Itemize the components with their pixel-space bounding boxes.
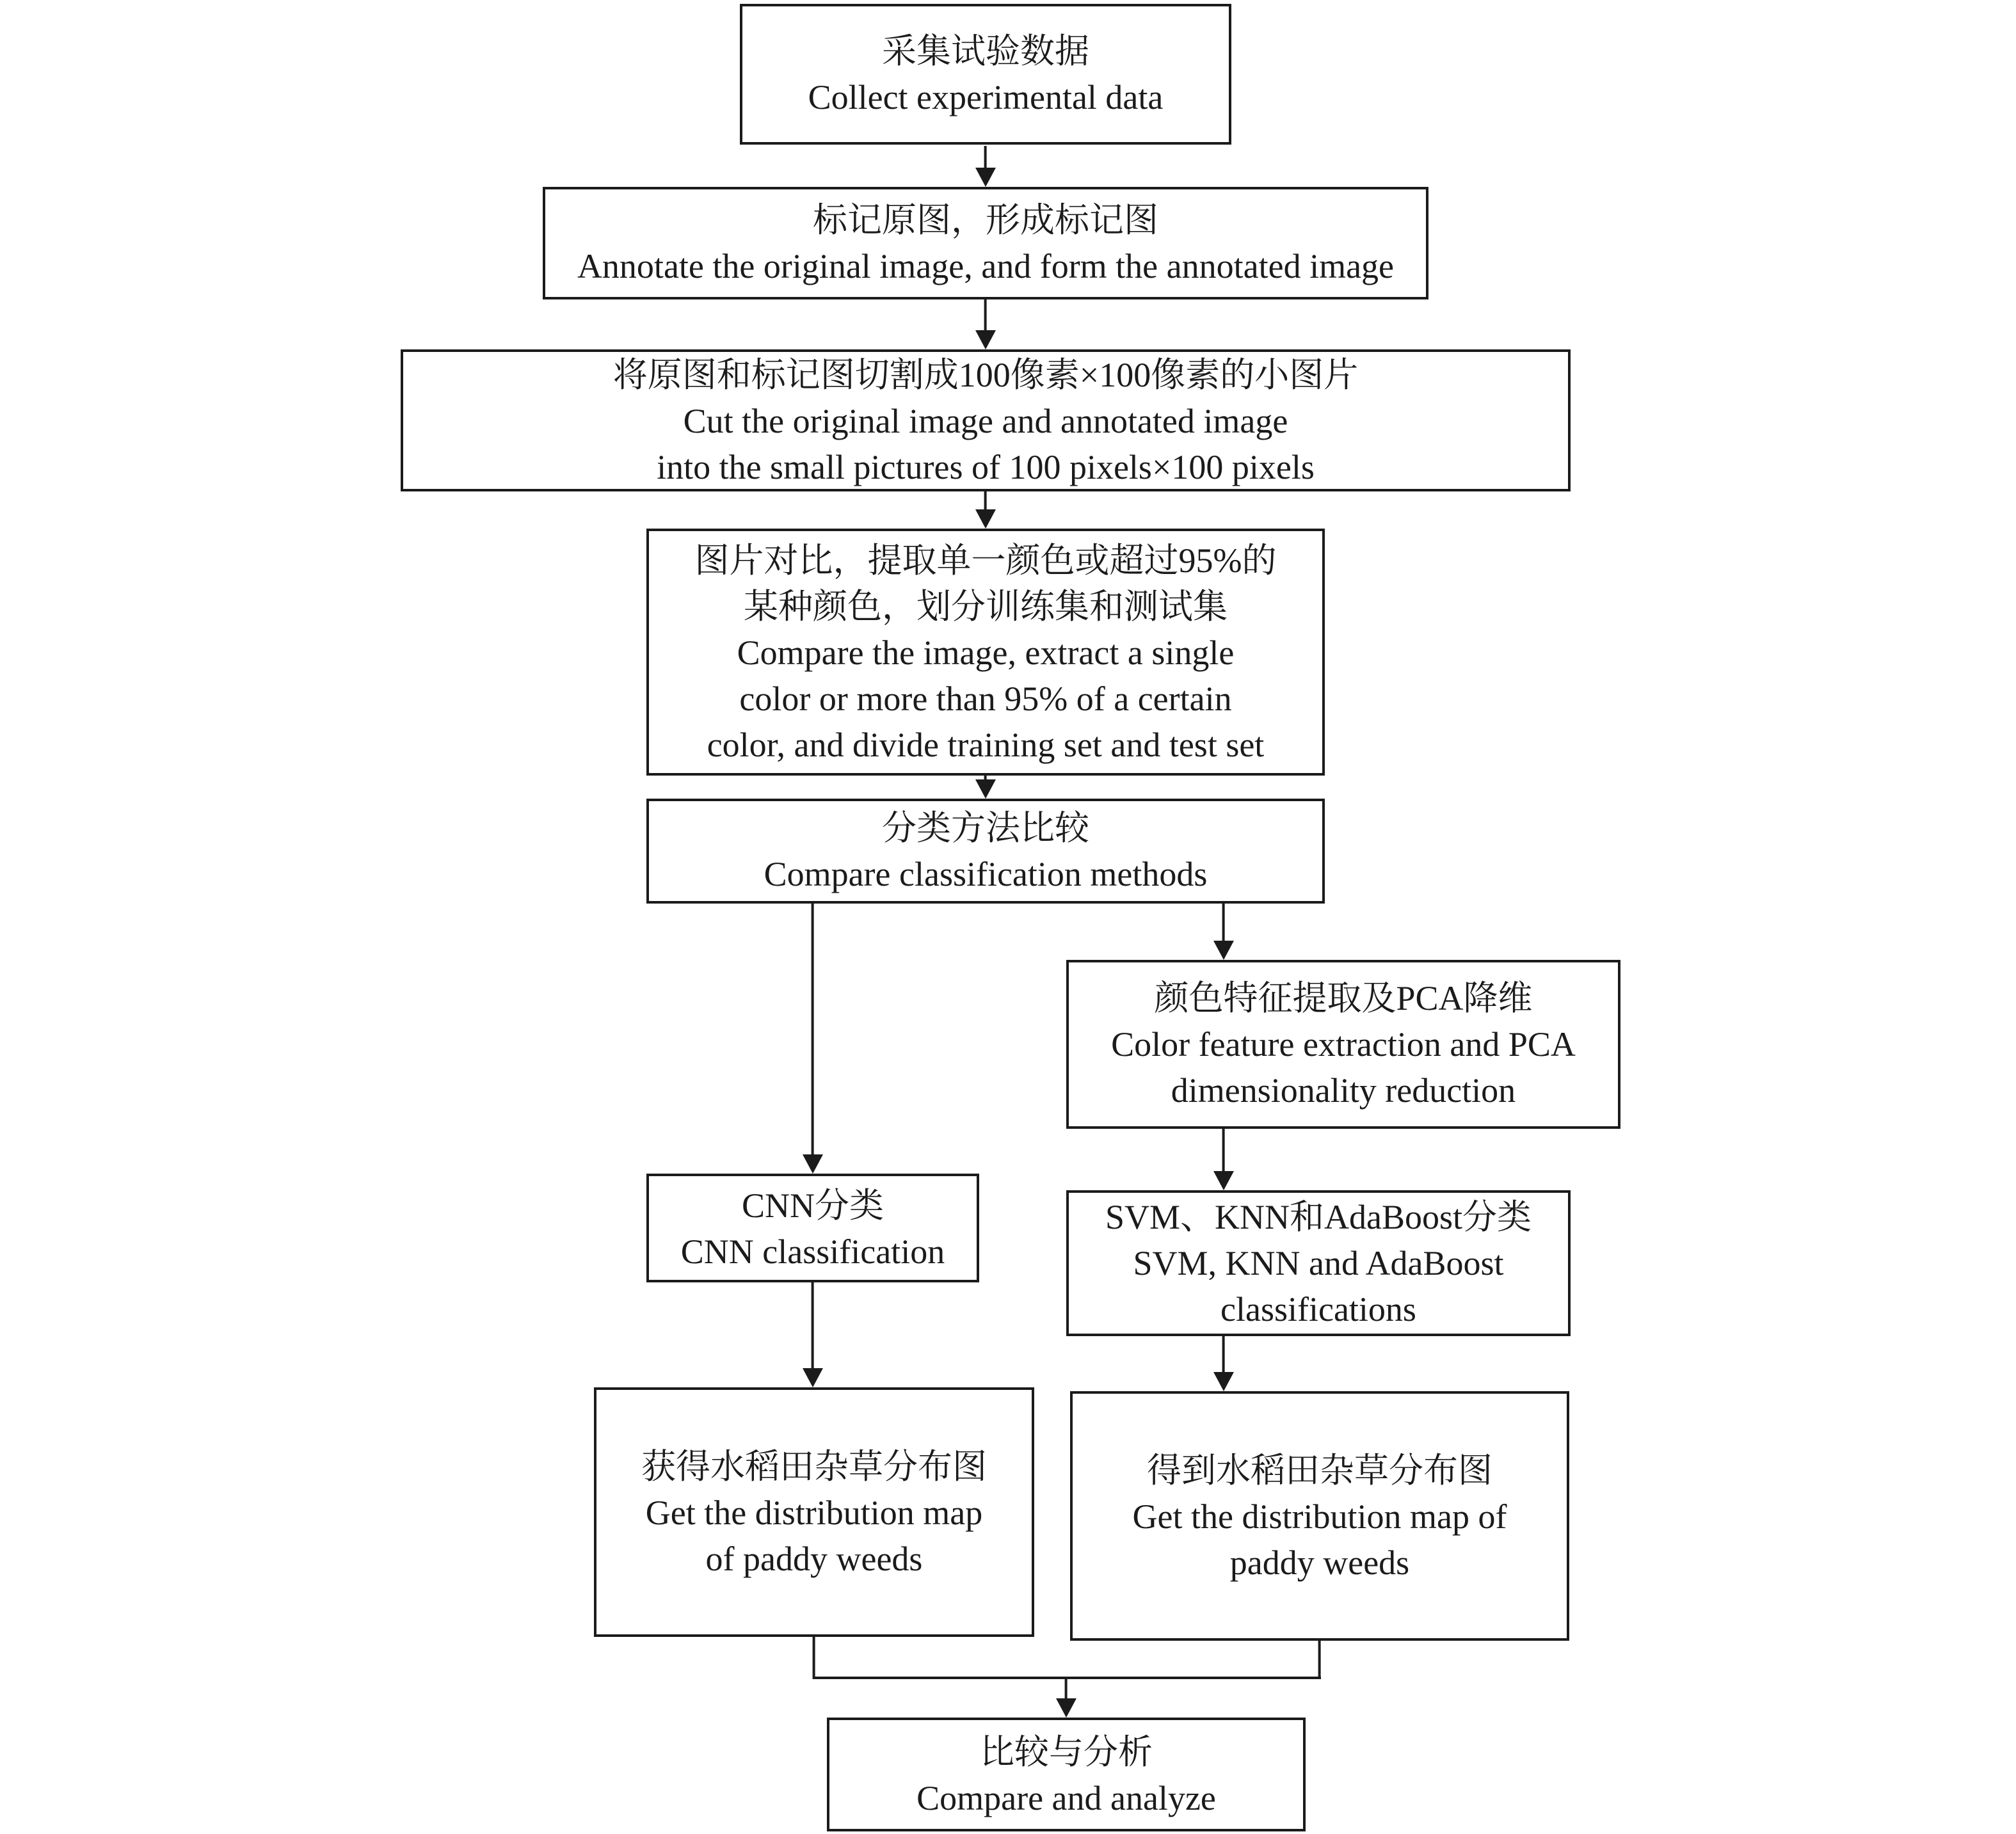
arrowhead-merge-analyze — [1056, 1698, 1076, 1718]
node-extract-divide-sets-en3: color, and divide training set and test set — [707, 725, 1265, 763]
connector-map-svm-merge — [1318, 1641, 1322, 1679]
node-distribution-map-cnn-zh: 获得水稻田杂草分布图 — [641, 1447, 987, 1485]
connector-cnn-map — [812, 1282, 815, 1368]
node-svm-knn-adaboost-zh: SVM、KNN和AdaBoost分类 — [1105, 1198, 1532, 1236]
node-svm-knn-adaboost-en2: classifications — [1220, 1290, 1416, 1328]
node-distribution-map-svm — [1070, 1391, 1569, 1641]
node-extract-divide-sets-en1: Compare the image, extract a single — [737, 633, 1235, 671]
node-svm-knn-adaboost — [1066, 1190, 1571, 1336]
node-cut-images-en1: Cut the original image and annotated image — [683, 401, 1288, 440]
node-extract-divide-sets-en2: color or more than 95% of a certain — [739, 679, 1232, 717]
node-distribution-map-svm-en2: paddy weeds — [1229, 1543, 1410, 1581]
connector-collect-annotate — [984, 146, 988, 168]
node-pca-feature-extraction-en2: dimensionality reduction — [1171, 1071, 1516, 1110]
node-compare-methods — [646, 799, 1325, 904]
node-extract-divide-sets-zh1: 图片对比，提取单一颜色或超过95%的 — [694, 541, 1277, 579]
node-distribution-map-svm-en1: Get the distribution map of — [1132, 1497, 1507, 1535]
connector-merge-analyze — [1065, 1678, 1068, 1698]
node-cut-images — [401, 349, 1571, 491]
node-compare-methods-zh: 分类方法比较 — [882, 809, 1089, 847]
node-extract-divide-sets-zh2: 某种颜色，划分训练集和测试集 — [744, 587, 1228, 625]
node-cut-images-en2: into the small pictures of 100 pixels×100 pixels — [657, 447, 1315, 486]
node-compare-methods-en: Compare classification methods — [764, 855, 1208, 893]
arrowhead-pca-svm — [1213, 1171, 1234, 1190]
connector-map-cnn-merge — [813, 1637, 816, 1679]
node-cnn-classification-zh: CNN分类 — [741, 1186, 884, 1224]
arrowhead-methods-cnn — [803, 1154, 823, 1174]
node-distribution-map-cnn — [594, 1387, 1034, 1637]
arrowhead-methods-pca — [1213, 941, 1234, 960]
node-pca-feature-extraction-en1: Color feature extraction and PCA — [1111, 1025, 1576, 1064]
node-distribution-map-cnn-en1: Get the distribution map — [645, 1493, 983, 1531]
node-compare-analyze-en: Compare and analyze — [916, 1778, 1216, 1817]
node-compare-analyze-zh: 比较与分析 — [980, 1732, 1153, 1771]
node-annotate-image — [543, 187, 1428, 299]
node-collect-data — [740, 4, 1231, 145]
arrowhead-cut-extract — [975, 509, 996, 529]
arrowhead-svm-map — [1213, 1372, 1234, 1391]
arrowhead-cnn-map — [803, 1368, 823, 1387]
node-compare-analyze — [827, 1718, 1306, 1831]
arrowhead-annotate-cut — [975, 330, 996, 349]
node-extract-divide-sets — [646, 529, 1325, 776]
connector-annotate-cut — [984, 299, 988, 330]
node-svm-knn-adaboost-en1: SVM, KNN and AdaBoost — [1133, 1244, 1504, 1282]
node-cnn-classification — [646, 1174, 979, 1282]
node-annotate-image-en: Annotate the original image, and form the annotated image — [577, 247, 1395, 285]
node-distribution-map-svm-zh: 得到水稻田杂草分布图 — [1147, 1451, 1492, 1489]
connector-cut-extract — [984, 491, 988, 509]
connector-svm-map — [1222, 1336, 1226, 1372]
connector-pca-svm — [1222, 1129, 1226, 1171]
node-collect-data-zh: 采集试验数据 — [882, 32, 1089, 70]
node-cut-images-zh: 将原图和标记图切割成100像素×100像素的小图片 — [612, 355, 1359, 394]
arrowhead-extract-methods — [975, 779, 996, 799]
arrowhead-collect-annotate — [975, 168, 996, 187]
connector-methods-cnn — [812, 904, 815, 1154]
node-pca-feature-extraction — [1066, 960, 1620, 1129]
node-cnn-classification-en: CNN classification — [680, 1232, 945, 1270]
connector-methods-pca — [1222, 904, 1226, 941]
node-annotate-image-zh: 标记原图，形成标记图 — [813, 201, 1158, 239]
node-distribution-map-cnn-en2: of paddy weeds — [705, 1539, 923, 1577]
node-pca-feature-extraction-zh: 颜色特征提取及PCA降维 — [1154, 979, 1533, 1017]
node-collect-data-en: Collect experimental data — [808, 78, 1164, 116]
